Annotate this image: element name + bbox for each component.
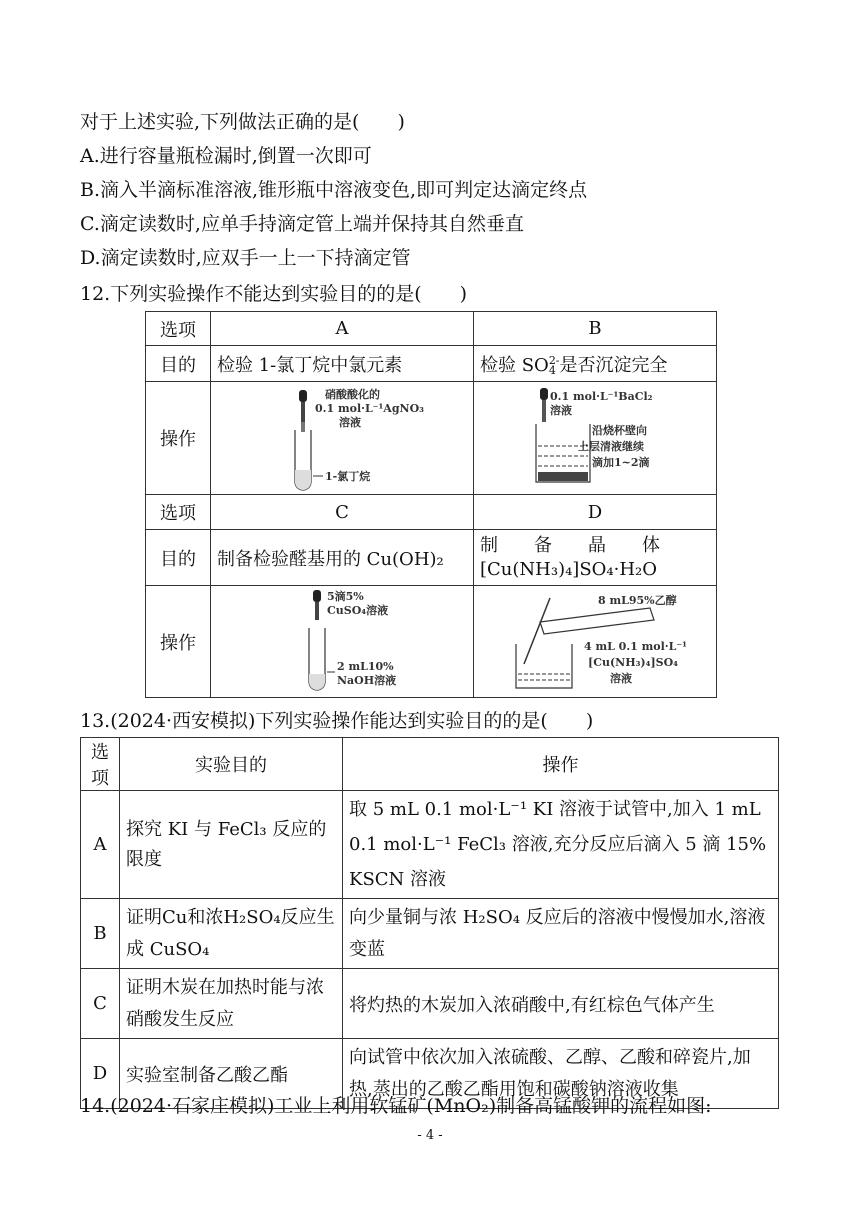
svg-text:CuSO₄溶液: CuSO₄溶液 (326, 603, 389, 617)
q11-option-d: D.滴定读数时,应双手一上一下持滴定管 (80, 247, 411, 269)
q12-purpose-d: 制 备 晶 体 [Cu(NH₃)₄]SO₄·H₂O (474, 530, 717, 586)
q12-stem: 12.下列实验操作不能达到实验目的的是( ) (80, 283, 468, 305)
svg-text:4 mL 0.1 mol·L⁻¹: 4 mL 0.1 mol·L⁻¹ (584, 639, 687, 653)
q13-row-a-option: A (81, 791, 120, 899)
svg-text:NaOH溶液: NaOH溶液 (336, 673, 397, 687)
q13-row-c-operation: 将灼热的木炭加入浓硝酸中,有红棕色气体产生 (343, 969, 779, 1039)
svg-text:溶液: 溶液 (338, 416, 361, 429)
q13-stem: 13.(2024·西安模拟)下列实验操作能达到实验目的的是( ) (80, 710, 594, 732)
q12-header-purpose: 目的 (146, 346, 211, 382)
q12-purpose-b: 检验 SO 2- 4 是否沉淀完全 (474, 346, 717, 382)
q11-option-a: A.进行容量瓶检漏时,倒置一次即可 (80, 145, 372, 167)
q12-option-c: C (210, 495, 473, 530)
svg-text:8 mL95%乙醇: 8 mL95%乙醇 (598, 593, 677, 607)
q13-row-d-operation: 向试管中依次加入浓硫酸、乙醇、乙酸和碎瓷片,加热,蒸出的乙酸乙酯用饱和碳酸钠溶液收集 (343, 1039, 779, 1109)
svg-text:5滴5%: 5滴5% (326, 589, 364, 603)
q12-purpose-a: 检验 1-氯丁烷中氯元素 (210, 346, 473, 382)
q12-figure-b (474, 382, 717, 495)
q12-figure-c (210, 586, 473, 698)
q12-header-operation-2: 操作 (146, 586, 211, 698)
q12-purpose-c: 制备检验醛基用的 Cu(OH)₂ (210, 530, 473, 586)
q13-header-purpose: 实验目的 (120, 738, 343, 791)
q13-header-option: 选项 (81, 738, 120, 791)
svg-text:滴加1~2滴: 滴加1~2滴 (592, 456, 650, 469)
q12-header-purpose-2: 目的 (146, 530, 211, 586)
svg-text:溶液: 溶液 (610, 671, 632, 685)
q12-header-option: 选项 (146, 312, 211, 346)
beaker-dropper-figure (480, 384, 710, 492)
q13-row-b-option: B (81, 899, 120, 969)
q12-table (145, 311, 717, 698)
q13-row-b-purpose: 证明Cu和浓H₂SO₄反应生成 CuSO₄ (120, 899, 343, 969)
q13-row-a-operation: 取 5 mL 0.1 mol·L⁻¹ KI 溶液于试管中,加入 1 mL 0.1 mol·L⁻¹ FeCl₃ 溶液,充分反应后滴入 5 滴 15% KSCN 溶液 (343, 791, 779, 899)
q11-option-c: C.滴定读数时,应单手持滴定管上端并保持其自然垂直 (80, 213, 524, 235)
q12-figure-d (474, 586, 717, 698)
svg-text:2 mL10%: 2 mL10% (336, 659, 394, 673)
q13-header-operation: 操作 (343, 738, 779, 791)
test-tube-dropper-figure (227, 384, 457, 492)
test-tube-dropper-figure-2 (227, 588, 457, 696)
q13-row-c-purpose: 证明木炭在加热时能与浓硝酸发生反应 (120, 969, 343, 1039)
q13-row-d-option: D (81, 1039, 120, 1109)
q12-header-option-2: 选项 (146, 495, 211, 530)
svg-text:[Cu(NH₃)₄]SO₄: [Cu(NH₃)₄]SO₄ (588, 655, 678, 669)
q13-row-d-purpose: 实验室制备乙酸乙酯 (120, 1039, 343, 1109)
q12-option-d: D (474, 495, 717, 530)
page-number: - 4 - (417, 1128, 443, 1143)
q12-option-a: A (210, 312, 473, 346)
svg-text:沿烧杯壁向: 沿烧杯壁向 (592, 424, 647, 437)
beaker-glass-rod-figure (480, 588, 710, 696)
q13-row-b-operation: 向少量铜与浓 H₂SO₄ 反应后的溶液中慢慢加水,溶液变蓝 (343, 899, 779, 969)
svg-text:0.1 mol·L⁻¹BaCl₂: 0.1 mol·L⁻¹BaCl₂ (550, 390, 653, 403)
q12-option-b: B (474, 312, 717, 346)
svg-text:上层清液继续: 上层清液继续 (578, 440, 644, 453)
q12-header-operation: 操作 (146, 382, 211, 495)
svg-text:硝酸酸化的: 硝酸酸化的 (324, 388, 380, 401)
q13-row-a-purpose: 探究 KI 与 FeCl₃ 反应的限度 (120, 791, 343, 899)
q11-option-b: B.滴入半滴标准溶液,锥形瓶中溶液变色,即可判定达滴定终点 (80, 179, 588, 201)
svg-text:溶液: 溶液 (550, 404, 572, 417)
q13-row-c-option: C (81, 969, 120, 1039)
svg-text:0.1 mol·L⁻¹AgNO₃: 0.1 mol·L⁻¹AgNO₃ (314, 402, 424, 415)
q12-figure-a (210, 382, 473, 495)
q14-stem: 14.(2024·石家庄模拟)工业上利用软锰矿(MnO₂)制备高锰酸钾的流程如图: (80, 1095, 712, 1117)
q11-stem: 对于上述实验,下列做法正确的是( ) (80, 111, 405, 133)
svg-text:1-氯丁烷: 1-氯丁烷 (324, 470, 371, 483)
q13-table (80, 737, 779, 1109)
